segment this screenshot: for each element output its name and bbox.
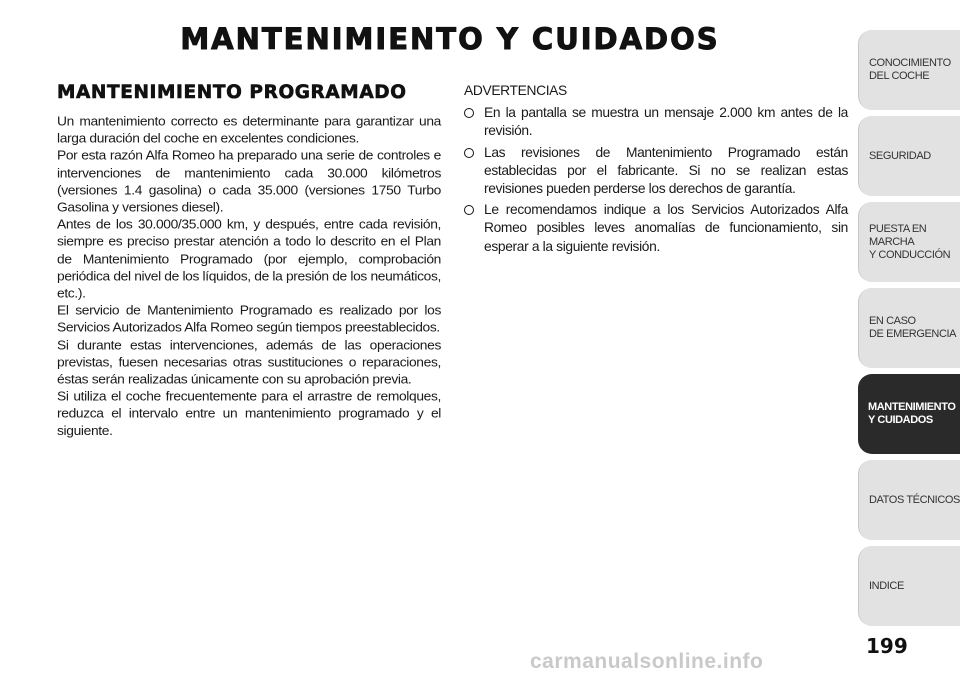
- tab-puesta-en-marcha[interactable]: [858, 202, 960, 282]
- tab-seguridad[interactable]: [858, 116, 960, 196]
- warning-text: Las revisiones de Mantenimiento Programado están establecidas por el fabricante. Si no se realizan estas revisiones pueden perderse los derechos de garantía.: [484, 144, 848, 197]
- warning-item: [464, 201, 848, 256]
- tab-label: Y CONDUCCIÓN: [869, 248, 951, 261]
- paragraph: El servicio de Mantenimiento Programado es realizado por los Servicios Autorizados Alfa Romeo según tiempos preestablecidos.: [57, 303, 441, 335]
- tab-label: DE EMERGENCIA: [869, 328, 957, 340]
- tab-indice[interactable]: [858, 546, 960, 626]
- tab-label: SEGURIDAD: [869, 149, 931, 162]
- circle-bullet-icon: [464, 205, 474, 215]
- tab-mantenimiento-y-cuidados[interactable]: [858, 374, 960, 454]
- section-heading: MANTENIMIENTO PROGRAMADO: [57, 82, 407, 103]
- paragraph: Antes de los 30.000/35.000 km, y después, entre cada revisión, siempre es preciso prestar atención a todo lo descrito en el Plan de Mantenimiento Programado (por ejemplo, comprobación periódica del nivel de los líquidos, de la presión de los neumáticos, etc.).: [57, 217, 441, 301]
- page-number: 199: [866, 634, 908, 658]
- paragraph: Un mantenimiento correcto es determinante para garantizar una larga duración del coche en excelentes condiciones.: [57, 113, 441, 146]
- warnings-title: ADVERTENCIAS: [464, 83, 567, 98]
- paragraph: Si durante estas intervenciones, además de las operaciones previstas, fuesen necesarias otras sustituciones o reparaciones, éstas serán realizadas únicamente con su aprobación previa.: [57, 337, 441, 387]
- circle-bullet-icon: [464, 108, 474, 118]
- tab-label: Y CUIDADOS: [868, 414, 933, 426]
- warning-text: Le recomendamos indique a los Servicios Autorizados Alfa Romeo posibles leves anomalías de funcionamiento, sin esperar a la siguiente revisión.: [484, 202, 848, 254]
- warning-text: En la pantalla se muestra un mensaje 2.000 km antes de la revisión.: [484, 105, 848, 139]
- warnings-column: [464, 82, 848, 259]
- tab-label: INDICE: [869, 579, 904, 592]
- warning-item: [464, 144, 848, 199]
- circle-bullet-icon: [464, 148, 474, 158]
- page-title: MANTENIMIENTO Y CUIDADOS: [180, 22, 720, 56]
- body-text-column: [57, 113, 441, 440]
- tab-datos-tecnicos[interactable]: [858, 460, 960, 540]
- warnings-list: [464, 104, 848, 256]
- paragraph: Si utiliza el coche frecuentemente para el arrastre de remolques, reduzca el intervalo entre un mantenimiento programado y el siguiente.: [57, 389, 441, 438]
- tab-conocimiento-del-coche[interactable]: [858, 30, 960, 110]
- tab-en-caso-de-emergencia[interactable]: [858, 288, 960, 368]
- paragraph: Por esta razón Alfa Romeo ha preparado una serie de controles e intervenciones de mantenimiento cada 30.000 kilómetros (versiones 1.4 gasolina) o cada 35.000 (versiones 1750 Turbo Gasolina y versiones diesel).: [57, 148, 441, 215]
- tab-label: DATOS TÉCNICOS: [869, 493, 960, 506]
- watermark: carmanualsonline.info: [530, 650, 764, 673]
- tab-label: DEL COCHE: [869, 70, 930, 82]
- tab-label: EN CASO: [869, 315, 916, 327]
- tab-label: PUESTA EN MARCHA: [869, 222, 927, 248]
- tab-label: CONOCIMIENTO: [869, 57, 951, 69]
- tab-label: MANTENIMIENTO: [868, 401, 956, 413]
- warning-item: [464, 104, 848, 140]
